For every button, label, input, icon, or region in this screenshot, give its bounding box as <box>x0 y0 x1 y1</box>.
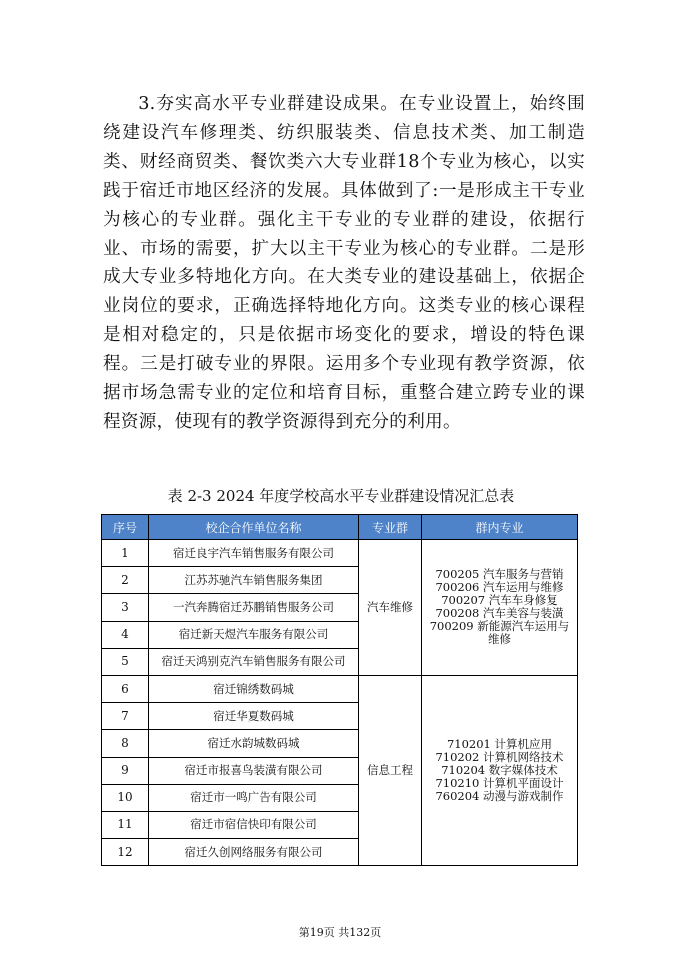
row-number: 6 <box>102 675 149 702</box>
partner-unit: 一汽奔腾宿迁苏鹏销售服务公司 <box>149 594 359 621</box>
row-number: 10 <box>102 784 149 811</box>
row-number: 4 <box>102 621 149 648</box>
partner-unit: 宿迁久创网络服务有限公司 <box>149 839 359 866</box>
partner-unit: 宿迁水韵城数码城 <box>149 730 359 757</box>
row-number: 1 <box>102 540 149 567</box>
row-number: 12 <box>102 839 149 866</box>
table-row <box>102 675 578 702</box>
major-item: 700207 汽车车身修复 <box>441 593 558 608</box>
summary-table <box>101 514 578 866</box>
major-item: 700208 汽车美容与装潢 <box>435 606 564 621</box>
header-partner-unit: 校企合作单位名称 <box>149 515 359 540</box>
major-item: 710210 计算机平面设计 <box>435 776 564 791</box>
row-number: 5 <box>102 648 149 675</box>
table-row <box>102 540 578 567</box>
partner-unit: 宿迁天鸿别克汽车销售服务有限公司 <box>149 648 359 675</box>
row-number: 9 <box>102 757 149 784</box>
row-number: 11 <box>102 811 149 838</box>
table-caption: 表 2-3 2024 年度学校高水平专业群建设情况汇总表 <box>167 487 515 505</box>
header-professional-group: 专业群 <box>359 515 422 540</box>
partner-unit: 宿迁良宇汽车销售服务有限公司 <box>149 540 359 567</box>
major-item: 760204 动漫与游戏制作 <box>435 789 564 804</box>
partner-unit: 宿迁市一鸣广告有限公司 <box>149 784 359 811</box>
partner-unit: 江苏苏驰汽车销售服务集团 <box>149 567 359 594</box>
professional-group: 信息工程 <box>359 675 422 865</box>
partner-unit: 宿迁华夏数码城 <box>149 703 359 730</box>
row-number: 8 <box>102 730 149 757</box>
major-item: 710201 计算机应用 <box>446 737 553 752</box>
row-number: 2 <box>102 567 149 594</box>
table-header-row <box>102 515 578 540</box>
row-number: 7 <box>102 703 149 730</box>
partner-unit: 宿迁新天煜汽车服务有限公司 <box>149 621 359 648</box>
body-paragraph: 3.夯实高水平专业群建设成果。在专业设置上，始终围绕建设汽车修理类、纺织服装类、信息技术类、加工制造类、财经商贸类、餐饮类六大专业群18个专业为核心，以实践于宿迁市地区经济的发展。具体做到了:一是形成主干专业为核心的专业群。强化主干专业的专业群的建设，依据行业、市场的需要，扩大以主干专业为核心的专业群。二是形成大专业多特地化方向。在大类专业的建设基础上，依据企业岗位的要求，正确选择特地化方向。这类专业的核心课程是相对稳定的，只是依据市场变化的要求，增设的特色课程。三是打破专业的界限。运用多个专业现有教学资源，依据市场急需专业的定位和培育目标，重整合建立跨专业的课程资源，使现有的教学资源得到充分的利用。 <box>103 94 585 432</box>
major-item: 700209 新能源汽车运用与维修 <box>429 619 570 647</box>
major-item: 710202 计算机网络技术 <box>435 750 564 765</box>
major-item: 700206 汽车运用与维修 <box>435 580 564 595</box>
partner-unit: 宿迁锦绣数码城 <box>149 675 359 702</box>
page-footer: 第19页 共132页 <box>298 926 382 939</box>
professional-group: 汽车维修 <box>359 540 422 676</box>
major-item: 710204 数字媒体技术 <box>441 763 558 778</box>
partner-unit: 宿迁市宿信快印有限公司 <box>149 811 359 838</box>
partner-unit: 宿迁市报喜鸟装潢有限公司 <box>149 757 359 784</box>
header-index: 序号 <box>102 515 149 540</box>
majors-list <box>422 540 578 676</box>
major-item: 700205 汽车服务与营销 <box>435 567 564 582</box>
majors-list <box>422 675 578 865</box>
row-number: 3 <box>102 594 149 621</box>
header-majors: 群内专业 <box>422 515 578 540</box>
